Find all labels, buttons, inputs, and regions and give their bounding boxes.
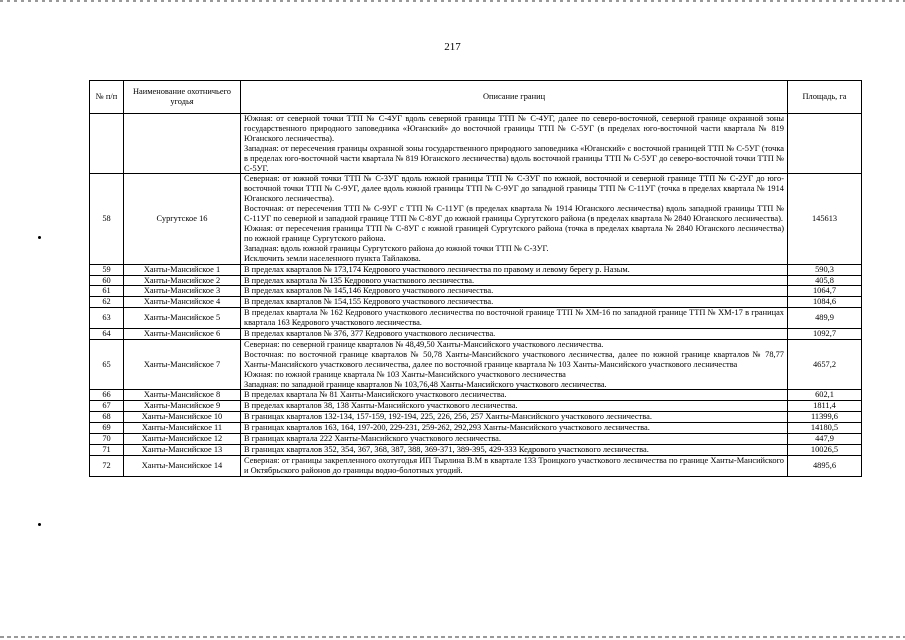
description-line: Южная: по южной границе квартала № 103 Ханты-Мансийского участкового лесничества <box>244 369 566 379</box>
cell-name: Ханты-Мансийское 2 <box>124 275 241 286</box>
cell-area: 10026,5 <box>788 445 862 456</box>
cell-description <box>241 114 788 174</box>
table-row <box>90 308 862 329</box>
table-row <box>90 412 862 423</box>
cell-description <box>241 174 788 264</box>
description-line: В пределах квартала № 81 Ханты-Мансийского участкового лесничества. <box>244 390 507 400</box>
cell-name: Ханты-Мансийское 1 <box>124 264 241 275</box>
cell-area: 1811,4 <box>788 401 862 412</box>
scan-edge-top <box>0 0 905 2</box>
table-header-row <box>90 81 862 114</box>
cell-name: Ханты-Мансийское 12 <box>124 434 241 445</box>
cell-num: 66 <box>90 390 124 401</box>
cell-area: 405,8 <box>788 275 862 286</box>
table-row <box>90 297 862 308</box>
cell-description <box>241 329 788 340</box>
description-line: В пределах квартала № 135 Кедрового участкового лесничества. <box>244 275 475 285</box>
cell-area: 447,9 <box>788 434 862 445</box>
table-row <box>90 390 862 401</box>
cell-name: Ханты-Мансийское 13 <box>124 445 241 456</box>
cell-num: 58 <box>90 174 124 264</box>
cell-description <box>241 275 788 286</box>
cell-area: 602,1 <box>788 390 862 401</box>
description-line: Северная: от границы закрепленного охотугодья ИП Тырлина В.М в квартале 133 Троицкого участкового лесничества по границе Ханты-Мансийского и Октябрьского районов до границы водно-болотных угодий. <box>244 455 784 475</box>
cell-num: 65 <box>90 339 124 390</box>
description-line: В пределах кварталов № 376, 377 Кедрового участкового лесничества. <box>244 329 496 339</box>
page-number: 217 <box>444 41 461 53</box>
description-line: Восточная: по восточной границе кварталов № 50,78 Ханты-Мансийского участкового лесничества, далее по южной границе кварталов № 78,77 Ханты-Мансийского участкового лесничества, далее по восточной границе квартала № 103 Ханты-Мансийского участкового лесничества <box>244 349 784 369</box>
cell-num: 67 <box>90 401 124 412</box>
description-line: В пределах кварталов № 173,174 Кедрового участкового лесничества по правому и левому берегу р. Назым. <box>244 264 630 274</box>
description-line: Южная: от северной точки ТТП № С-4УГ вдоль северной границы ТТП № С-4УГ, далее по северо-восточной, северной границе охранной зоны государственного природного заповедника «Юганский» до восточной границы ТТП № С-5УГ (в пределах юго-восточной части квартала № 819 Юганского лесничества). <box>244 114 784 143</box>
cell-num: 71 <box>90 445 124 456</box>
description-line: В границах кварталов 352, 354, 367, 368, 387, 388, 369-371, 389-395, 429-333 Кедрового участкового лесничества. <box>244 445 649 454</box>
cell-name: Сургутское 16 <box>124 174 241 264</box>
header-description: Описание границ <box>241 81 788 114</box>
table-row <box>90 329 862 340</box>
cell-num: 72 <box>90 455 124 476</box>
description-line: В границах квартала 222 Ханты-Мансийского участкового лесничества. <box>244 434 501 444</box>
header-num: № п/п <box>90 81 124 114</box>
description-line: В пределах кварталов № 154,155 Кедрового участкового лесничества. <box>244 297 494 307</box>
description-line: Северная: по северной границе кварталов № 48,49,50 Ханты-Мансийского участкового лесничества. <box>244 339 604 349</box>
description-line: Западная: по западной границе кварталов № 103,76,48 Ханты-Мансийского участкового лесничества. <box>244 379 607 389</box>
table-row <box>90 339 862 390</box>
cell-description <box>241 297 788 308</box>
table-row <box>90 434 862 445</box>
scan-edge-bottom <box>0 636 905 638</box>
cell-area: 1064,7 <box>788 286 862 297</box>
cell-name: Ханты-Мансийское 5 <box>124 308 241 329</box>
description-line: Исключить земли населенного пункта Тайлакова. <box>244 253 421 263</box>
cell-num: 59 <box>90 264 124 275</box>
description-line: В пределах кварталов № 145,146 Кедрового участкового лесничества. <box>244 286 494 296</box>
description-line: Северная: от южной точки ТТП № С-3УГ вдоль южной границы ТТП № С-3УГ по южной, восточной и северной границе ТТП № С-2УГ до юго-восточной точки ТТП № С-9УГ, далее вдоль южной границы ТТП № С-9УГ до западной границы ТТП № С-11УГ (точка в пределах квартала № 1914 Юганского лесничества). <box>244 174 784 204</box>
table-row <box>90 174 862 264</box>
cell-description <box>241 445 788 456</box>
description-line: В пределах квартала № 162 Кедрового участкового лесничества по восточной границе ТТП № ХМ-16 по западной границе ТТП № ХМ-17 в границах квартала 163 Кедрового участкового лесничества. <box>244 308 784 328</box>
table-row <box>90 445 862 456</box>
cell-name: Ханты-Мансийское 10 <box>124 412 241 423</box>
cell-name: Ханты-Мансийское 11 <box>124 423 241 434</box>
description-line: Западная: вдоль южной границы Сургутского района до южной точки ТТП № С-3УГ. <box>244 243 549 253</box>
table-body <box>90 114 862 477</box>
cell-num: 61 <box>90 286 124 297</box>
description-line: Восточная: от пересечения ТТП № С-9УГ с ТТП № С-11УГ (в пределах квартала № 1914 Юганского лесничества) вдоль западной границы ТТП № С-11УГ по северной и западной границе ТТП № С-8УГ до южной границы Сургутского района (в пределах квартала № 2840 Юганского лесничества). <box>244 204 784 224</box>
cell-num: 64 <box>90 329 124 340</box>
cell-area <box>788 114 862 174</box>
cell-area: 4895,6 <box>788 455 862 476</box>
cell-description <box>241 286 788 297</box>
cell-description <box>241 401 788 412</box>
cell-name <box>124 114 241 174</box>
cell-area: 1092,7 <box>788 329 862 340</box>
cell-description <box>241 434 788 445</box>
cell-area: 1084,6 <box>788 297 862 308</box>
cell-name: Ханты-Мансийское 4 <box>124 297 241 308</box>
cell-num <box>90 114 124 174</box>
cell-area: 489,9 <box>788 308 862 329</box>
cell-name: Ханты-Мансийское 6 <box>124 329 241 340</box>
table-row <box>90 275 862 286</box>
table-row <box>90 286 862 297</box>
cell-num: 70 <box>90 434 124 445</box>
cell-description <box>241 423 788 434</box>
cell-description <box>241 264 788 275</box>
table-row <box>90 455 862 476</box>
cell-name: Ханты-Мансийское 7 <box>124 339 241 390</box>
cell-description <box>241 412 788 423</box>
table-row <box>90 264 862 275</box>
header-name: Наименование охотничьего угодья <box>124 81 241 114</box>
cell-num: 62 <box>90 297 124 308</box>
description-line: В пределах кварталов 38, 138 Ханты-Мансийского участкового лесничества. <box>244 401 518 411</box>
cell-area: 14180,5 <box>788 423 862 434</box>
cell-name: Ханты-Мансийское 8 <box>124 390 241 401</box>
description-line: В границах кварталов 163, 164, 197-200, 229-231, 259-262, 292,293 Ханты-Мансийского участкового лесничества. <box>244 423 650 433</box>
cell-name: Ханты-Мансийское 3 <box>124 286 241 297</box>
table-row <box>90 423 862 434</box>
hunting-grounds-table <box>89 80 862 477</box>
header-area: Площадь, га <box>788 81 862 114</box>
cell-area: 145613 <box>788 174 862 264</box>
scan-speck <box>38 236 41 239</box>
cell-num: 60 <box>90 275 124 286</box>
description-line: Западная: от пересечения границы охранной зоны государственного природного заповедника «Юганский» с восточной границей ТТП № С-5УГ (точка в пределах юго-восточной части квартала № 819 Юганского лесничества) вдоль восточной границы ТТП № С-5УГ до северо-восточной точки ТТП № С-5УГ. <box>244 143 784 173</box>
cell-description <box>241 390 788 401</box>
table-row-continuation <box>90 114 862 174</box>
cell-description <box>241 455 788 476</box>
description-line: В границах кварталов 132-134, 157-159, 192-194, 225, 226, 256, 257 Ханты-Мансийского участкового лесничества. <box>244 412 652 422</box>
table-row <box>90 401 862 412</box>
cell-description <box>241 308 788 329</box>
description-line: Южная: от пересечения границы ТТП № С-8УГ с южной границей Сургутского района (точка в пределах квартала № 2840 Юганского лесничества) по южной границе Сургутского района. <box>244 223 784 243</box>
cell-area: 11399,6 <box>788 412 862 423</box>
cell-num: 68 <box>90 412 124 423</box>
cell-area: 4657,2 <box>788 339 862 390</box>
cell-description <box>241 339 788 390</box>
cell-num: 63 <box>90 308 124 329</box>
scan-speck <box>38 523 41 526</box>
cell-num: 69 <box>90 423 124 434</box>
cell-name: Ханты-Мансийское 14 <box>124 455 241 476</box>
cell-name: Ханты-Мансийское 9 <box>124 401 241 412</box>
cell-area: 590,3 <box>788 264 862 275</box>
